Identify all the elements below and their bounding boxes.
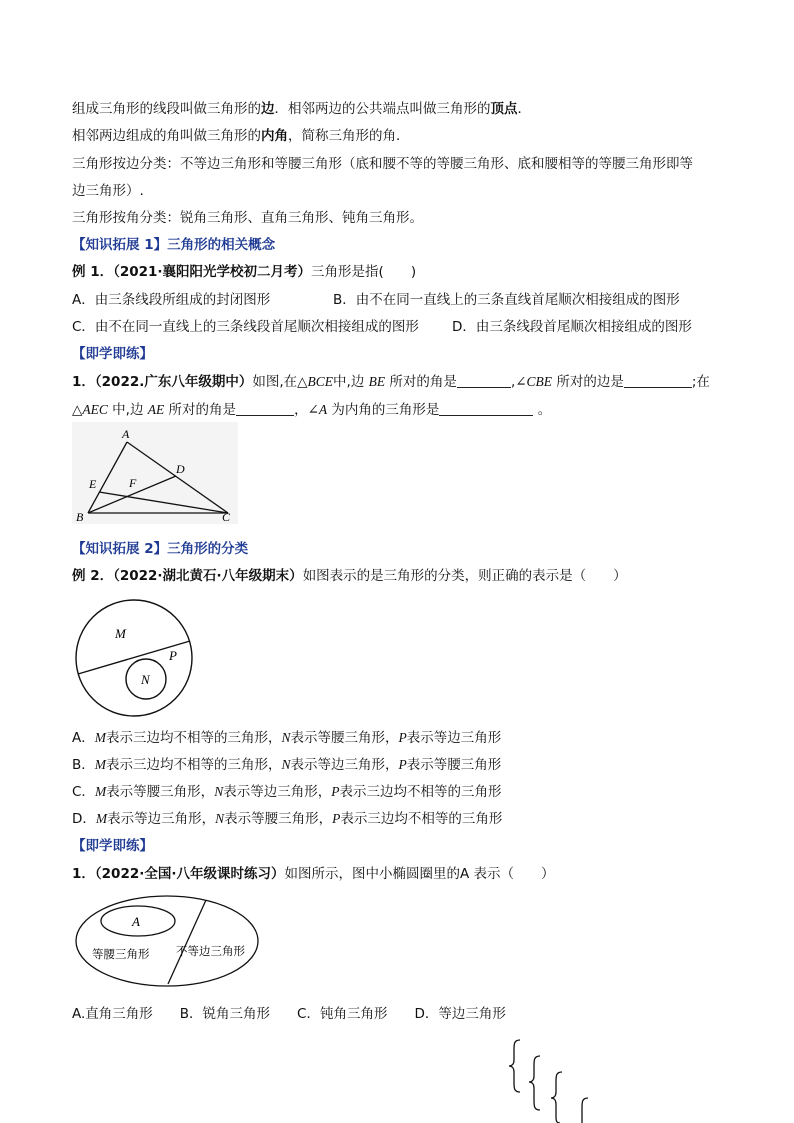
option-text: 表示等腰三角形， [224, 811, 333, 827]
ext2-heading: 【知识拓展 2】三角形的分类 [72, 541, 249, 557]
example2-question: 如图表示的是三角形的分类，则正确的表示是（ ） [302, 568, 627, 584]
triangle-bce: △BCE [297, 374, 334, 389]
option-text: 表示等腰三角形 [406, 757, 502, 773]
var-m: M [95, 811, 108, 826]
practice1-text-2: 中,边 [333, 374, 369, 390]
label-m: M [115, 626, 126, 641]
option-text: 表示等腰三角形， [106, 784, 215, 800]
answer-blank-4[interactable] [439, 401, 533, 416]
practice1-text-7: 中,边 [107, 402, 148, 418]
label-a-region: A [132, 914, 140, 929]
practice1-text-5: 所对的边是 [552, 374, 624, 390]
label-d: D [176, 462, 185, 476]
triangle-figure [72, 422, 238, 524]
example2-option-a [72, 726, 501, 746]
label-isosceles: 等腰三角形 [92, 947, 150, 961]
answer-blank-3[interactable] [236, 401, 294, 416]
example1-question: 三角形是指( ) [311, 264, 417, 280]
option-text: 表示三边均不相等的三角形， [106, 730, 282, 746]
label-a: A [122, 427, 130, 441]
var-n: N [215, 811, 225, 826]
var-m: M [94, 784, 107, 799]
label-b: B [76, 510, 84, 524]
example1-option-d: D．由三条线段首尾顺次相接组成的图形 [452, 319, 692, 335]
brace-1 [509, 1040, 520, 1092]
example2-stem [72, 564, 627, 584]
segment-ae: AE [147, 402, 165, 417]
term-edge: 边 [261, 101, 275, 117]
example1-option-c: C．由不在同一直线上的三条线段首尾顺次相接组成的图形 [72, 319, 419, 335]
example2-option-d [72, 807, 502, 827]
option-key: A． [72, 730, 95, 746]
var-p: P [331, 784, 340, 799]
brace-4 [582, 1098, 588, 1123]
var-p: P [332, 811, 341, 826]
label-e: E [89, 477, 97, 491]
example1-stem [72, 260, 416, 280]
angle-a: ∠A [307, 402, 328, 417]
practice1-text-10: 为内角的三角形是 [327, 402, 440, 418]
option-text: 表示等边三角形 [406, 730, 502, 746]
option-text: 表示三边均不相等的三角形， [106, 757, 282, 773]
intro-p1-a: 组成三角形的线段叫做三角形的 [72, 101, 261, 117]
intro-p4: 三角形按角分类：锐角三角形、直角三角形、钝角三角形。 [72, 210, 423, 226]
intro-p2-a: 相邻两边组成的角叫做三角形的 [72, 128, 261, 144]
angle-cbe: ∠CBE [515, 374, 553, 389]
example2-option-b [72, 753, 501, 773]
outer-ellipse [76, 896, 258, 986]
practice1-text-11: 。 [533, 402, 552, 418]
intro-p2 [72, 124, 410, 144]
label-scalene: 不等边三角形 [176, 944, 245, 958]
practice1-text-1: 如图,在 [252, 374, 298, 390]
term-vertex: 顶点 [490, 101, 518, 117]
option-text: 表示三边均不相等的三角形 [339, 784, 502, 800]
var-p: P [398, 757, 407, 772]
ellipse-figure [72, 891, 268, 991]
triangle-aec: △AEC [72, 402, 108, 417]
example1-label: 例 1． [72, 264, 114, 280]
var-m: M [94, 730, 106, 745]
practice1-label: 1． [72, 374, 95, 390]
practice2-source: （2022·全国·八年级课时练习） [94, 866, 285, 882]
intro-p3-line1: 三角形按边分类：不等边三角形和等腰三角形（底和腰不等的等腰三角形、底和腰相等的等腰三角形即等 [72, 156, 693, 172]
answer-blank-1[interactable] [457, 373, 511, 388]
example1-option-b: B．由不在同一直线上的三条直线首尾顺次相接组成的图形 [333, 292, 680, 308]
practice2-question: 如图所示，图中小椭圆圈里的A 表示（ ） [284, 866, 555, 882]
practice2-options: A.直角三角形 B．锐角三角形 C．钝角三角形 D．等边三角形 [72, 1006, 506, 1022]
practice2-label: 1． [72, 866, 95, 882]
var-n: N [281, 757, 291, 772]
option-text: 表示等边三角形， [290, 757, 399, 773]
option-key: D． [72, 811, 96, 827]
practice1-text-8: 所对的角是 [164, 402, 237, 418]
practice1-text-3: 所对的角是 [385, 374, 457, 390]
label-f: F [129, 476, 137, 490]
example2-label: 例 2． [72, 568, 114, 584]
practice2-stem [72, 862, 555, 882]
practice1-text-4: , [510, 374, 516, 390]
label-p: P [169, 648, 177, 663]
brace-3 [551, 1072, 562, 1123]
intro-p1-e: ． [517, 101, 531, 117]
intro-p3-line2: 边三角形）. [72, 183, 144, 199]
practice1-source: （2022.广东八年级期中） [94, 374, 253, 390]
var-n: N [281, 730, 291, 745]
answer-blank-2[interactable] [624, 373, 692, 388]
label-n: N [141, 672, 150, 687]
ext1-heading: 【知识拓展 1】三角形的相关概念 [72, 237, 276, 253]
var-n: N [214, 784, 224, 799]
example1-option-a: A．由三条线段所组成的封闭图形 [72, 292, 271, 308]
example1-source: （2021·襄阳阳光学校初二月考） [113, 264, 312, 280]
circle-figure [72, 596, 196, 720]
practice1-line2 [72, 398, 551, 418]
option-text: 表示等边三角形， [223, 784, 332, 800]
ext1-practice-heading: 【即学即练】 [72, 346, 153, 362]
intro-p1 [72, 97, 531, 117]
option-key: C． [72, 784, 95, 800]
var-m: M [94, 757, 107, 772]
brace-decoration [508, 1038, 594, 1123]
segment-be: BE [368, 374, 386, 389]
brace-2 [529, 1056, 540, 1110]
ext2-practice-heading: 【即学即练】 [72, 838, 153, 854]
label-c: C [222, 510, 231, 524]
option-text: 表示三边均不相等的三角形 [340, 811, 503, 827]
practice1-text-6: ;在 [691, 374, 710, 390]
term-interior-angle: 内角 [261, 128, 288, 144]
practice1-line1 [72, 370, 710, 390]
intro-p1-c: ．相邻两边的公共端点叫做三角形的 [274, 101, 491, 117]
example2-source: （2022·湖北黄石·八年级期末） [113, 568, 303, 584]
practice1-text-9: ， [294, 402, 308, 418]
example2-option-c [72, 780, 501, 800]
option-key: B． [72, 757, 95, 773]
option-text: 表示等边三角形， [107, 811, 216, 827]
divider-line [168, 900, 206, 984]
intro-p2-c: ，简称三角形的角． [288, 128, 410, 144]
var-p: P [398, 730, 407, 745]
option-text: 表示等腰三角形， [290, 730, 399, 746]
